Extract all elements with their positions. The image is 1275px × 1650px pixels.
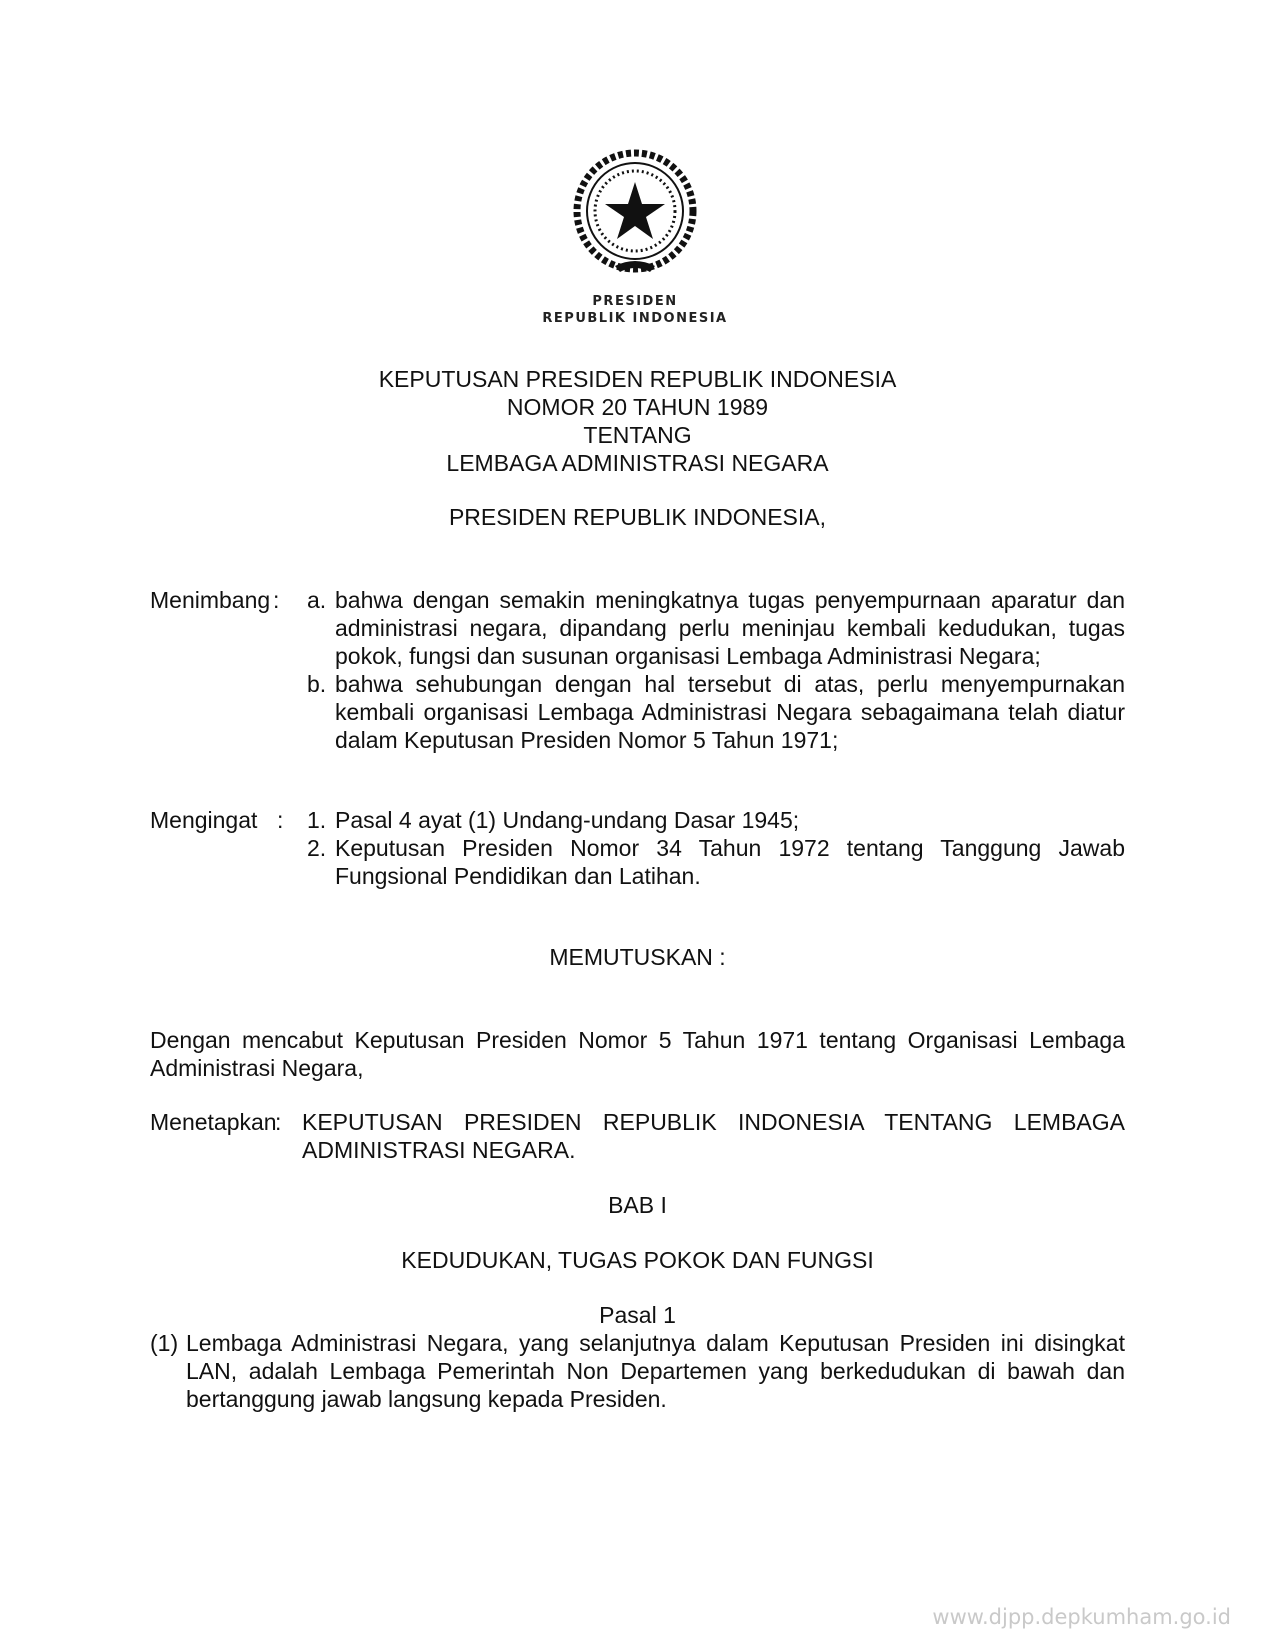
bab-heading: BAB I (608, 1192, 667, 1218)
item-marker: b. (307, 671, 327, 697)
bab-title: KEDUDUKAN, TUGAS POKOK DAN FUNGSI (401, 1247, 874, 1273)
title-line-2: NOMOR 20 TAHUN 1989 (506, 394, 769, 420)
menimbang-section (150, 586, 1125, 754)
pasal-heading: Pasal 1 (599, 1302, 676, 1328)
presidential-emblem (560, 148, 710, 283)
memutuskan-heading: MEMUTUSKAN : (549, 944, 726, 970)
menimbang-item (150, 586, 1125, 670)
item-text: Keputusan Presiden Nomor 34 Tahun 1972 tentang Tanggung Jawab Fungsional Pendidikan dan Latihan. (335, 835, 1125, 889)
pasal-section (150, 1329, 1125, 1413)
mengingat-label: Mengingat (150, 807, 258, 833)
mengingat-item (150, 834, 1125, 890)
item-text: Lembaga Administrasi Negara, yang selanjutnya dalam Keputusan Presiden ini disingkat LAN, adalah Lembaga Pemerintah Non Departemen yang berkedudukan di bawah dan bertanggung jawab langsung kepada Presiden. (186, 1330, 1125, 1412)
menimbang-label: Menimbang (150, 587, 271, 613)
menetapkan-colon: : (275, 1109, 282, 1135)
item-text: bahwa sehubungan dengan hal tersebut di atas, perlu menyempurnakan kembali organisasi Lembaga Administrasi Negara sebagaimana telah diatur dalam Keputusan Presiden Nomor 5 Tahun 1971; (335, 671, 1125, 753)
menetapkan-section (150, 1108, 1125, 1164)
menetapkan-label: Menetapkan (150, 1109, 277, 1135)
mengingat-section (150, 806, 1125, 890)
title-line-1: KEPUTUSAN PRESIDEN REPUBLIK INDONESIA (378, 366, 897, 392)
emblem-caption-line1: PRESIDEN (592, 294, 678, 309)
item-text: bahwa dengan semakin meningkatnya tugas penyempurnaan aparatur dan administrasi negara, dipandang perlu meninjau kembali kedudukan, tugas pokok, fungsi dan susunan organisasi Lembaga Administrasi Negara; (335, 587, 1125, 669)
item-text: Pasal 4 ayat (1) Undang-undang Dasar 1945; (335, 807, 800, 833)
dengan-paragraph: Dengan mencabut Keputusan Presiden Nomor 5 Tahun 1971 tentang Organisasi Lembaga Administrasi Negara, (150, 1027, 1125, 1081)
item-marker: 1. (307, 807, 327, 833)
menimbang-colon: : (273, 587, 280, 613)
pasal-item (150, 1329, 1125, 1413)
document-title (150, 365, 1125, 477)
title-line-4: LEMBAGA ADMINISTRASI NEGARA (446, 450, 829, 476)
president-line: PRESIDEN REPUBLIK INDONESIA, (448, 504, 827, 530)
item-marker: (1) (150, 1330, 179, 1356)
mengingat-item (150, 806, 1125, 834)
menimbang-item (150, 670, 1125, 754)
mengingat-colon: : (277, 807, 284, 833)
menetapkan-text: KEPUTUSAN PRESIDEN REPUBLIK INDONESIA TENTANG LEMBAGA ADMINISTRASI NEGARA. (302, 1109, 1125, 1163)
star-wreath-icon (560, 148, 710, 283)
title-line-3: TENTANG (583, 422, 692, 448)
item-marker: a. (307, 587, 327, 613)
emblem-caption-line2: REPUBLIK INDONESIA (542, 311, 728, 326)
watermark: www.djpp.depkumham.go.id (932, 1605, 1231, 1629)
item-marker: 2. (307, 835, 327, 861)
